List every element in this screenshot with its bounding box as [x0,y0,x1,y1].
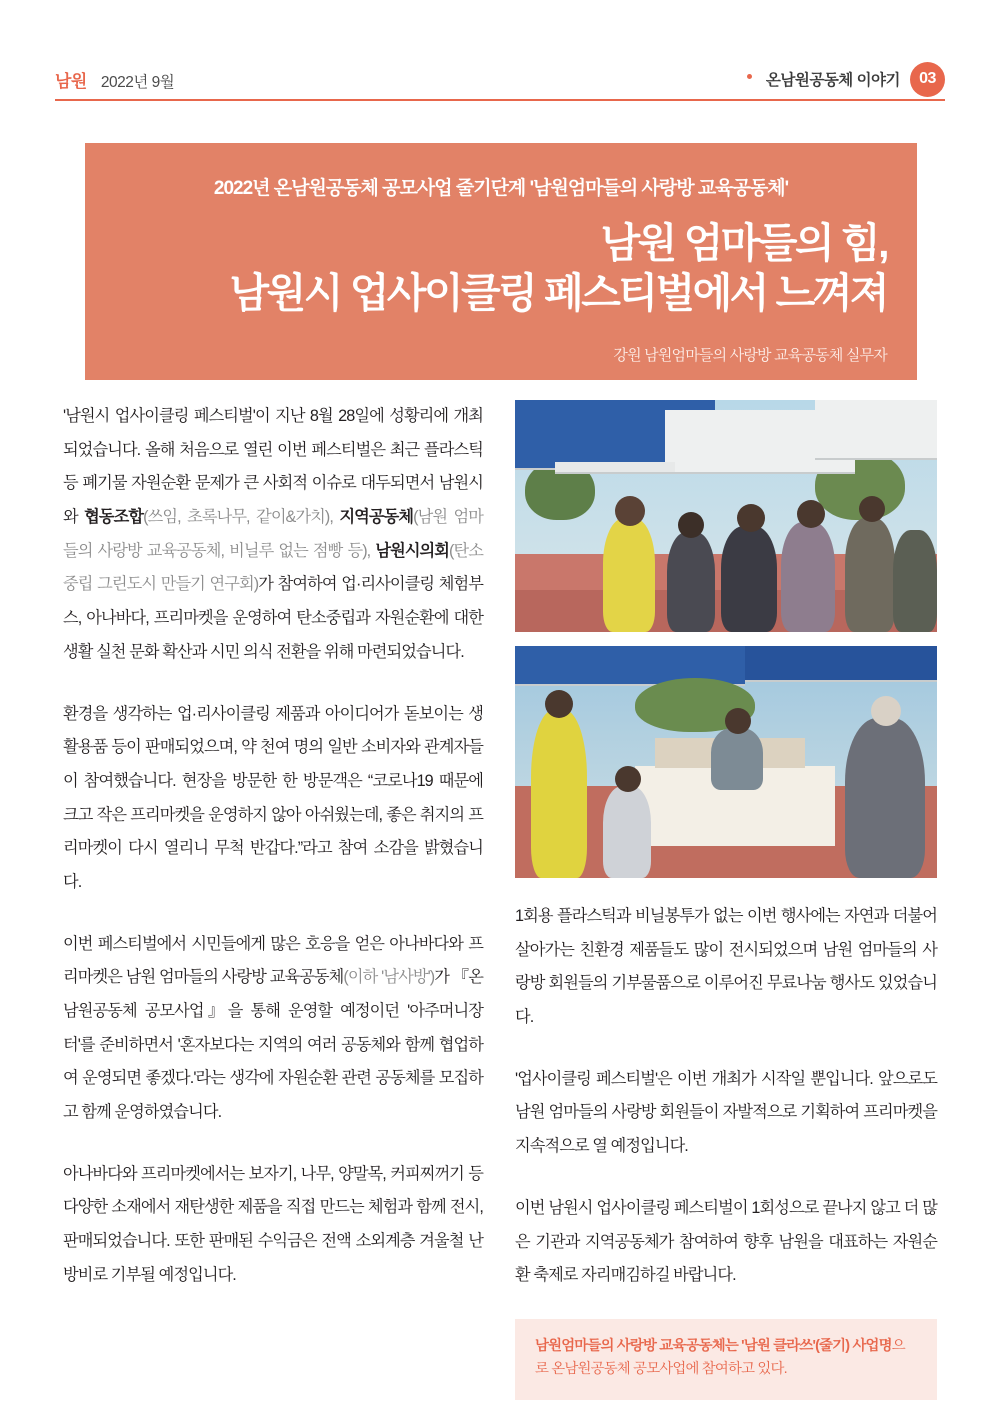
section-title: 온남원공동체 이야기 [765,72,900,89]
festival-photo-top [515,400,937,632]
p1-soft-1: (쓰임, 초록나무, 같이&가치), [143,508,340,527]
p3-segment-2: 가 『온남원공동체 공모사업』을 통해 운영할 예정이던 '아주머니장터'를 준비하면서 '혼자보다는 지역의 여러 공동체와 함께 협업하여 운영되면 좋겠다.'라는 생각에 자원순환 관련 공동체를 모집하고 함께 운영하였습니다. [63,968,483,1122]
person-shape [531,710,587,878]
headline-line-2: 남원시 업사이클링 페스티벌에서 느껴져 [229,270,887,317]
paragraph-2: 환경을 생각하는 업·리사이클링 제품과 아이디어가 돋보이는 생활용품 등이 판매되었으며, 약 천여 명의 일반 소비자와 관계자들이 참여했습니다. 현장을 방문한 한 방문객은 “코로나19 때문에 크고 작은 프리마켓을 운영하지 않아 아쉬웠는데, 좋은 취지의 프리마켓이 다시 열리니 무척 반갑다.”라고 참여 소감을 밝혔습니다. [63,704,483,891]
person-shape [711,728,763,790]
right-column [515,400,937,1400]
person-head-shape [725,708,751,734]
person-head-shape [871,696,901,726]
p1-bold-1: 협동조합 [84,508,144,527]
highlight-note-box [515,1319,937,1400]
p1-bold-3: 남원시의회 [375,541,450,560]
right-paragraph-3: 이번 남원시 업사이클링 페스티벌이 1회성으로 끝나지 않고 더 많은 기관과 지역공동체가 참여하여 향후 남원을 대표하는 자원순환 축제로 자리매김하길 바랍니다. [515,1198,937,1285]
headline-line-1: 남원 엄마들의 힘, [600,220,887,266]
note-bold-text: 남원엄마들의 사랑방 교육공동체는 '남원 클라쓰'(줄기) 사업명 [535,1337,892,1354]
paragraph-3 [63,928,483,1130]
p1-soft-3: (탄소중립 그린도시 만들기 연구회) [63,541,483,594]
p3-soft-1: (이하 '남사방') [343,968,435,987]
blue-tent-shape [745,646,937,682]
paragraph-1 [63,400,483,670]
article-byline: 강원 남원엄마들의 사랑방 교육공동체 실무자 [613,347,887,365]
person-head-shape [545,690,573,718]
p1-segment-1: '남원시 업사이클링 페스티벌'이 지난 8월 28일에 성황리에 개최되었습니다. 올해 처음으로 열린 이번 페스티벌은 최근 플라스틱 등 폐기물 자원순환 문제가 큰 사회적 이슈로 대두되면서 남원시와 [63,407,483,527]
page-header [55,62,945,96]
page-number-badge: 03 [910,62,945,97]
issue-date: 2022년 9월 [100,73,175,91]
photo-top-caption [515,400,937,632]
header-left-group [55,67,174,92]
article-title-block [85,143,917,380]
bullet-dot-icon [747,74,752,79]
p1-bold-2: 지역공동체 [339,508,414,527]
right-paragraph-1: 1회용 플라스틱과 비닐봉투가 없는 이번 행사에는 자연과 더불어 살아가는 친환경 제품들도 많이 전시되었으며 남원 엄마들의 사랑방 회원들의 기부물품으로 이루어진 무료나눔 행사도 있었습니다. [515,907,937,1027]
right-paragraph-2: '업사이클링 페스티벌'은 이번 개최가 시작일 뿐입니다. 앞으로도 남원 엄마들의 사랑방 회원들이 자발적으로 기획하여 프리마켓을 지속적으로 열 예정입니다. [515,1069,937,1156]
festival-photo-bottom [515,646,937,878]
note-rest-text: 으로 온남원공동체 공모사업에 참여하고 있다. [535,1337,905,1378]
header-divider [55,99,945,101]
left-text-column [63,400,483,1293]
p1-soft-2: (남원 엄마들의 사랑방 교육공동체, 비닐루 없는 점빵 등), [63,508,483,560]
child-shape [603,786,651,878]
publication-brand: 남원 [55,71,87,91]
header-right-group [747,62,945,97]
paragraph-4: 아나바다와 프리마켓에서는 보자기, 나무, 양말목, 커피찌꺼기 등 다양한 소재에서 재탄생한 제품을 직접 만드는 체험과 함께 전시, 판매되었습니다. 또한 판매된 수익금은 전액 소외계층 겨울철 난방비로 기부될 예정입니다. [63,1164,483,1284]
p1-segment-2: 가 참여하여 업·리사이클링 체험부스, 아나바다, 프리마켓을 운영하여 탄소중립과 자원순환에 대한 생활 실천 문화 확산과 시민 의식 전환을 위해 마련되었습니다. [63,575,483,661]
title-kicker: 2022년 온남원공동체 공모사업 줄기단계 '남원엄마들의 사랑방 교육공동체' [213,178,789,199]
article-headline [115,218,887,318]
person-head-shape [615,766,641,792]
p3-segment-1: 이번 페스티벌에서 시민들에게 많은 호응을 얻은 아나바다와 프리마켓은 남원 엄마들의 사랑방 교육공동체 [63,934,483,987]
note-text [535,1335,917,1382]
person-shape [845,718,925,878]
